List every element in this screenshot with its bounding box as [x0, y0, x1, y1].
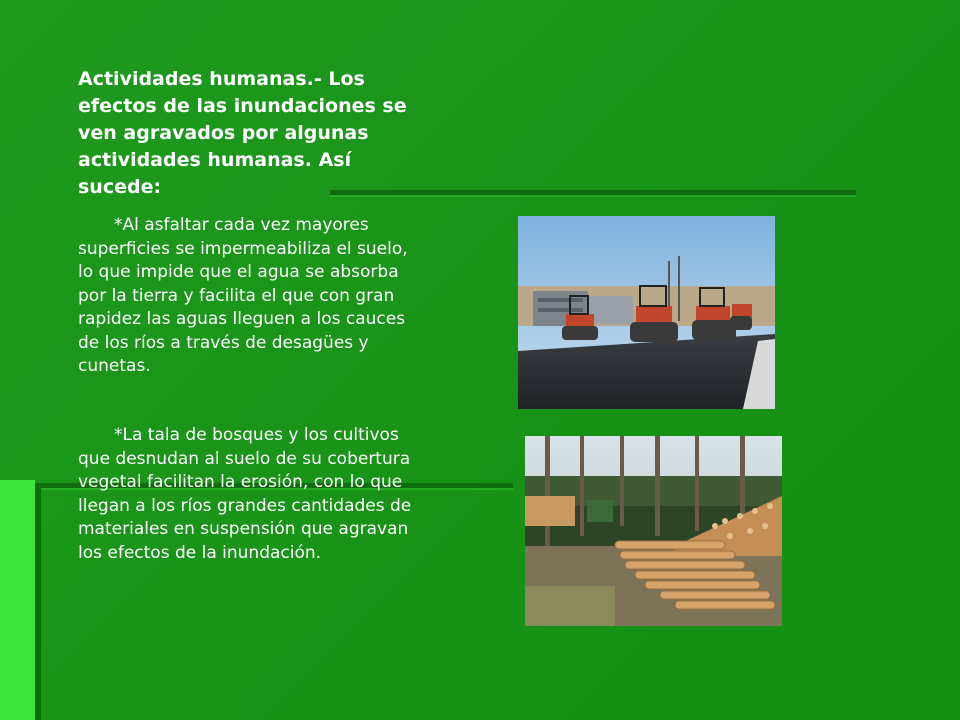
slide-title: Actividades humanas.- Los efectos de las inundaciones se ven agravados por algunas actividades humanas. Así sucede:	[78, 68, 407, 198]
left-accent-strip	[0, 480, 35, 720]
paragraph-deforestation	[78, 424, 413, 565]
paragraph-asphalt	[78, 214, 413, 379]
road-paving-photo	[518, 216, 775, 409]
logging-timber-photo	[525, 436, 782, 626]
paragraph-deforestation-text: *La tala de bosques y los cultivos que desnudan al suelo de su cobertura vegetal facilitan la erosión, con lo que llegan a los ríos grandes cantidades de materiales en suspensión que agravan los efectos de la inundación.	[78, 425, 412, 563]
left-accent-shade	[35, 483, 41, 720]
paragraph-asphalt-text: *Al asfaltar cada vez mayores superficies se impermeabiliza el suelo, lo que impide que el agua se absorba por la tierra y facilita el que con gran rapidez las aguas lleguen a los cauces de los ríos a través de desagües y cunetas.	[78, 215, 408, 376]
